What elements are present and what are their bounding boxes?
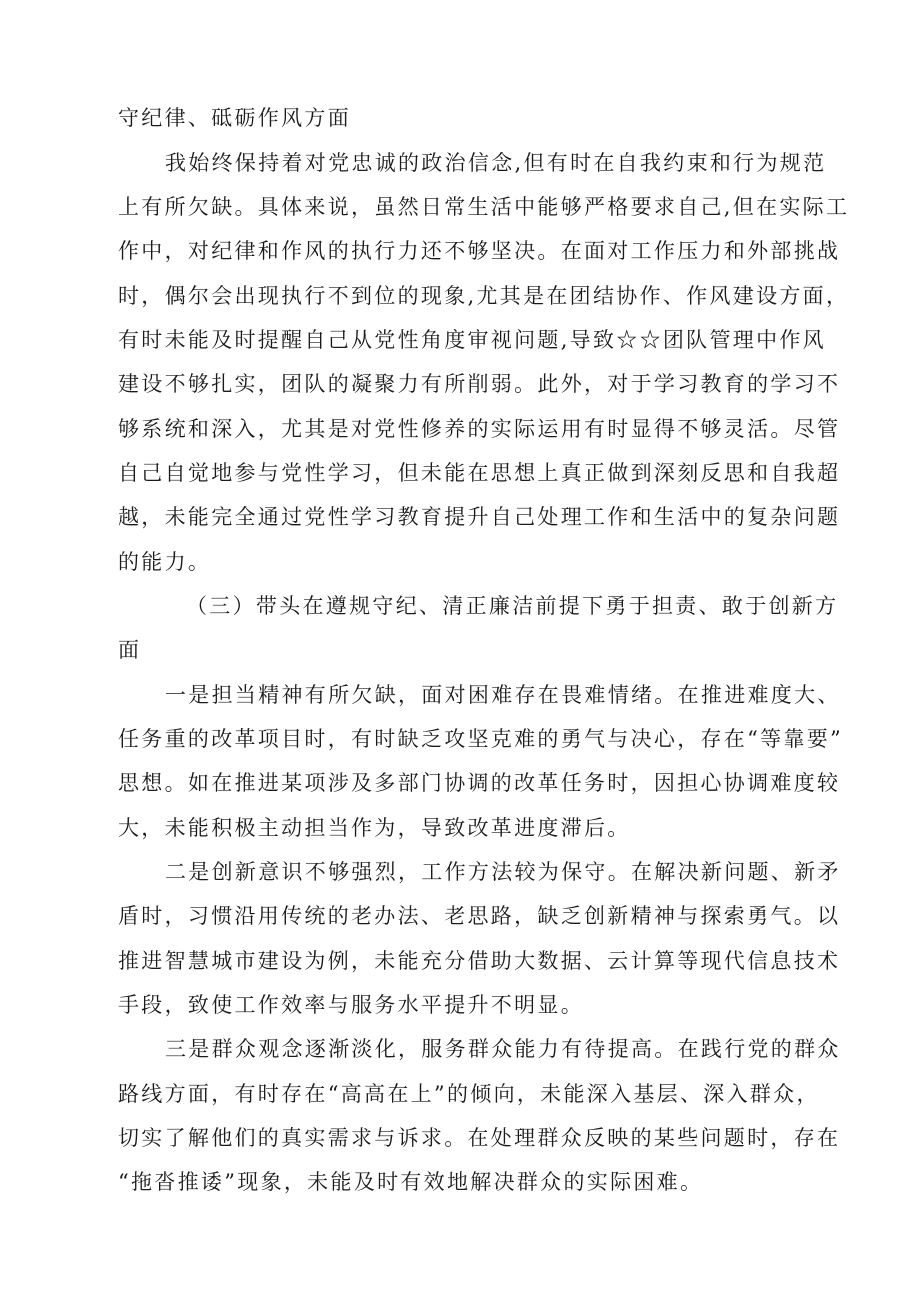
paragraph-1-line: 够系统和深入，尤其是对党性修养的实际运用有时显得不够灵活。尽管 [118, 417, 841, 441]
paragraph-3-line: 推进智慧城市建设为例，未能充分借助大数据、云计算等现代信息技术 [118, 949, 841, 973]
paragraph-2-line: 任务重的改革项目时，有时缺乏攻坚克难的勇气与决心，存在“等靠要” [118, 727, 844, 751]
paragraph-2-line: 大，未能积极主动担当作为，导致改革进度滞后。 [118, 816, 631, 840]
paragraph-4-line: 切实了解他们的真实需求与诉求。在处理群众反映的某些问题时，存在 [118, 1126, 841, 1150]
paragraph-1-line: 建设不够扎实，团队的凝聚力有所削弱。此外，对于学习教育的学习不 [118, 372, 841, 396]
paragraph-1-line: 有时未能及时提醒自己从党性角度审视问题,导致☆☆团队管理中作风 [118, 328, 826, 352]
paragraph-4-line: 三是群众观念逐渐淡化，服务群众能力有待提高。在践行党的群众 [165, 1037, 841, 1061]
paragraph-3-line: 盾时，习惯沿用传统的老办法、老思路，缺乏创新精神与探索勇气。以 [118, 904, 841, 928]
paragraph-1-line: 的能力。 [118, 550, 212, 574]
text-line: 守纪律、砥砺作风方面 [118, 106, 351, 130]
paragraph-1-line: 越，未能完全通过党性学习教育提升自己处理工作和生活中的复杂问题 [118, 505, 841, 529]
paragraph-3-line: 二是创新意识不够强烈，工作方法较为保守。在解决新问题、新矛 [165, 860, 841, 884]
paragraph-4-line: 路线方面，有时存在“高高在上”的倾向，未能深入基层、深入群众， [118, 1082, 820, 1106]
paragraph-1-line: 我始终保持着对党忠诚的政治信念,但有时在自我约束和行为规范 [165, 151, 827, 175]
section-heading: （三）带头在遵规守纪、清正廉洁前提下勇于担责、敢于创新方 [186, 594, 839, 618]
section-heading: 面 [118, 638, 142, 662]
paragraph-3-line: 手段，致使工作效率与服务水平提升不明显。 [118, 993, 584, 1017]
paragraph-4-line: “拖沓推诿”现象，未能及时有效地解决群众的实际困难。 [118, 1170, 704, 1194]
paragraph-1-line: 时，偶尔会出现执行不到位的现象,尤其是在团结协作、作风建设方面， [118, 284, 850, 308]
paragraph-1-line: 上有所欠缺。具体来说，虽然日常生活中能够严格要求自己,但在实际工 [118, 195, 850, 219]
paragraph-2-line: 一是担当精神有所欠缺，面对困难存在畏难情绪。在推进难度大、 [165, 683, 841, 707]
paragraph-2-line: 思想。如在推进某项涉及多部门协调的改革任务时，因担心协调难度较 [118, 771, 841, 795]
paragraph-1-line: 作中，对纪律和作风的执行力还不够坚决。在面对工作压力和外部挑战 [118, 239, 841, 263]
paragraph-1-line: 自己自觉地参与党性学习，但未能在思想上真正做到深刻反思和自我超 [118, 461, 841, 485]
